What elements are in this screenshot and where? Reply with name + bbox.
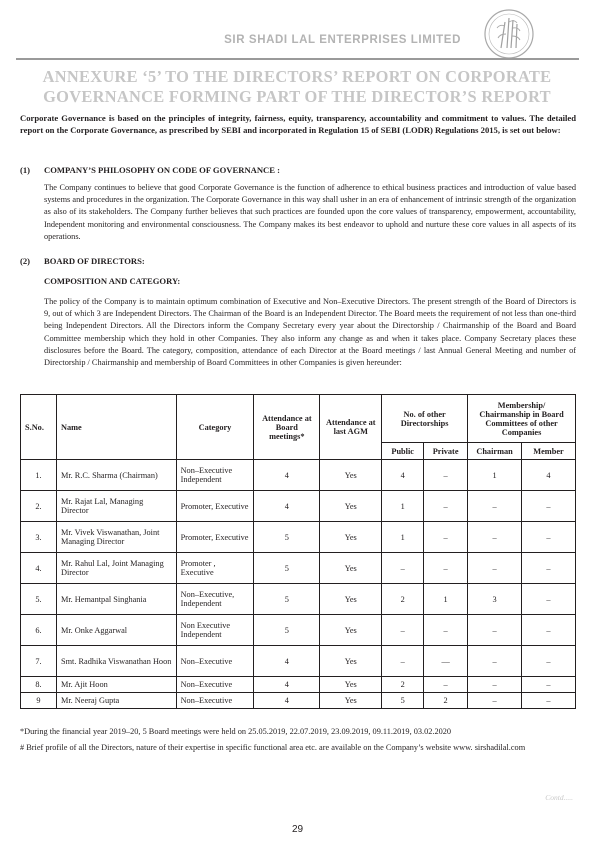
- row-public: 5: [382, 693, 424, 709]
- header-directorships: No. of other Directorships: [382, 395, 468, 443]
- row-board-attendance: 4: [254, 677, 320, 693]
- row-private: –: [424, 522, 468, 553]
- row-agm-attendance: Yes: [320, 615, 382, 646]
- row-public: 2: [382, 677, 424, 693]
- row-chairman: –: [468, 646, 522, 677]
- row-board-attendance: 4: [254, 491, 320, 522]
- row-agm-attendance: Yes: [320, 460, 382, 491]
- row-sno: 5.: [21, 584, 57, 615]
- row-public: 4: [382, 460, 424, 491]
- row-private: –: [424, 460, 468, 491]
- row-category: Non Executive Independent: [176, 615, 254, 646]
- row-member: –: [522, 553, 576, 584]
- row-agm-attendance: Yes: [320, 693, 382, 709]
- section-2-heading: [20, 256, 145, 266]
- row-public: –: [382, 553, 424, 584]
- intro-paragraph: Corporate Governance is based on the principles of integrity, fairness, equity, transparency, accountability and commitment to values. The detailed report on the Corporate Governance, as prescribed by SEBI and incorporated in Regulation 15 of SEBI (LODR) Regulations 2015, is set out below:: [20, 113, 576, 136]
- header-private: Private: [424, 443, 468, 460]
- table-row: [21, 491, 576, 522]
- row-member: –: [522, 646, 576, 677]
- row-chairman: –: [468, 522, 522, 553]
- table-row: [21, 584, 576, 615]
- row-board-attendance: 5: [254, 522, 320, 553]
- row-board-attendance: 5: [254, 615, 320, 646]
- row-private: –: [424, 553, 468, 584]
- header-public: Public: [382, 443, 424, 460]
- table-row: [21, 553, 576, 584]
- row-chairman: 3: [468, 584, 522, 615]
- row-name: Mr. Ajit Hoon: [56, 677, 176, 693]
- header-category: Category: [176, 395, 254, 460]
- row-private: 1: [424, 584, 468, 615]
- row-private: ––: [424, 646, 468, 677]
- header-name: Name: [56, 395, 176, 460]
- row-category: Promoter, Executive: [176, 491, 254, 522]
- company-logo-icon: [483, 8, 535, 60]
- row-name: Mr. Vivek Viswanathan, Joint Managing Director: [56, 522, 176, 553]
- row-agm-attendance: Yes: [320, 491, 382, 522]
- table-row: [21, 677, 576, 693]
- row-board-attendance: 5: [254, 553, 320, 584]
- table-row: [21, 522, 576, 553]
- header-member: Member: [522, 443, 576, 460]
- section-1-text: The Company continues to believe that good Corporate Governance is the function of adherence to ethical business practices and introduction of value based systems and procedures in the organization. The Corporate Governance in this way shall usher in an era of enhancement of intrinsic strength of the organization as also of its stakeholders. The Company further believes that such practices are founded upon the core values of transparency, empowerment, accountability, Independent monitoring and environmental consciousness. The Company makes its best endeavor to uphold and nurture these core values in all aspects of its operations.: [44, 183, 576, 241]
- row-chairman: –: [468, 677, 522, 693]
- row-category: Non–Executive: [176, 677, 254, 693]
- row-agm-attendance: Yes: [320, 677, 382, 693]
- row-name: Mr. Hemantpal Singhania: [56, 584, 176, 615]
- section-2-title: BOARD OF DIRECTORS:: [44, 256, 145, 266]
- row-sno: 4.: [21, 553, 57, 584]
- row-board-attendance: 4: [254, 646, 320, 677]
- table-row: [21, 693, 576, 709]
- row-category: Non–Executive Independent: [176, 460, 254, 491]
- row-chairman: –: [468, 553, 522, 584]
- row-agm-attendance: Yes: [320, 522, 382, 553]
- row-chairman: –: [468, 615, 522, 646]
- section-1-heading: [20, 165, 280, 175]
- row-name: Mr. Neeraj Gupta: [56, 693, 176, 709]
- row-chairman: 1: [468, 460, 522, 491]
- row-public: –: [382, 615, 424, 646]
- row-public: 1: [382, 491, 424, 522]
- row-category: Promoter , Executive: [176, 553, 254, 584]
- row-category: Promoter, Executive: [176, 522, 254, 553]
- row-private: 2: [424, 693, 468, 709]
- header-attendance-board: Attendance at Board meetings*: [254, 395, 320, 460]
- note-director-profile: # Brief profile of all the Directors, nature of their expertise in specific functional area etc. are available on the Company’s website www. sirshadilal.com: [20, 742, 526, 752]
- row-sno: 8.: [21, 677, 57, 693]
- table-row: [21, 646, 576, 677]
- table-row: [21, 615, 576, 646]
- row-private: –: [424, 677, 468, 693]
- row-member: –: [522, 491, 576, 522]
- table-row: [21, 460, 576, 491]
- row-member: –: [522, 584, 576, 615]
- row-member: –: [522, 693, 576, 709]
- row-board-attendance: 4: [254, 693, 320, 709]
- page-title: ANNEXURE ‘5’ TO THE DIRECTORS’ REPORT ON CORPORATE GOVERNANCE FORMING PART OF THE DIRECTOR’S REPORT: [42, 67, 552, 106]
- row-category: Non–Executive, Independent: [176, 584, 254, 615]
- section-2-subheading: COMPOSITION AND CATEGORY:: [44, 276, 181, 286]
- section-1-title: COMPANY’S PHILOSOPHY ON CODE OF GOVERNANCE :: [44, 165, 281, 175]
- row-sno: 9: [21, 693, 57, 709]
- directors-table-body: [21, 460, 576, 709]
- row-member: –: [522, 522, 576, 553]
- header-divider: [16, 58, 579, 60]
- row-public: 1: [382, 522, 424, 553]
- row-public: 2: [382, 584, 424, 615]
- row-public: –: [382, 646, 424, 677]
- note-board-meetings: *During the financial year 2019–20, 5 Board meetings were held on 25.05.2019, 22.07.2019, 23.09.2019, 09.11.2019, 03.02.2020: [20, 727, 452, 736]
- header-sno: S.No.: [21, 395, 57, 460]
- row-sno: 1.: [21, 460, 57, 491]
- row-member: –: [522, 677, 576, 693]
- row-name: Mr. Rahul Lal, Joint Managing Director: [56, 553, 176, 584]
- header-chairman: Chairman: [468, 443, 522, 460]
- row-sno: 3.: [21, 522, 57, 553]
- row-board-attendance: 5: [254, 584, 320, 615]
- header-membership: Membership/ Chairmanship in Board Committees of other Companies: [468, 395, 576, 443]
- row-member: 4: [522, 460, 576, 491]
- directors-table: [20, 394, 576, 709]
- row-category: Non–Executive: [176, 693, 254, 709]
- row-chairman: –: [468, 491, 522, 522]
- section-1-number: (1): [20, 165, 31, 175]
- row-sno: 7.: [21, 646, 57, 677]
- section-2-number: (2): [20, 256, 31, 266]
- section-2-text: The policy of the Company is to maintain optimum combination of Executive and Non–Executive Directors. The present strength of the Board of Directors is 9, out of which 3 are Independent Directors. The Chairman of the Board is an Independent Director. The Board meets the requirement of not less than one-third being Independent Directors. All the Directors inform the Company Secretary every year about the Directorship / Chairmanship of the Board and Board Committee membership which they hold in other Companies. They also inform any change as and when it takes place. Company Secretary places these disclosures before the Board. The category, composition, attendance of each Director at the Board meetings / last Annual General Meeting and number of Directorship / Chairmanship and membership of Board Committees in other Companies is given hereunder:: [44, 297, 576, 368]
- row-private: –: [424, 615, 468, 646]
- row-board-attendance: 4: [254, 460, 320, 491]
- table-notes: [20, 726, 576, 753]
- company-name: SIR SHADI LAL ENTERPRISES LIMITED: [224, 34, 461, 46]
- row-sno: 6.: [21, 615, 57, 646]
- continued-marker: Contd.....: [545, 793, 573, 802]
- row-name: Mr. Rajat Lal, Managing Director: [56, 491, 176, 522]
- row-agm-attendance: Yes: [320, 646, 382, 677]
- row-name: Mr. Onke Aggarwal: [56, 615, 176, 646]
- header-attendance-agm: Attendance at last AGM: [320, 395, 382, 460]
- row-name: Mr. R.C. Sharma (Chairman): [56, 460, 176, 491]
- row-name: Smt. Radhika Viswanathan Hoon: [56, 646, 176, 677]
- row-category: Non–Executive: [176, 646, 254, 677]
- page-number: 29: [291, 824, 304, 835]
- row-agm-attendance: Yes: [320, 553, 382, 584]
- row-private: –: [424, 491, 468, 522]
- row-member: –: [522, 615, 576, 646]
- row-chairman: –: [468, 693, 522, 709]
- row-agm-attendance: Yes: [320, 584, 382, 615]
- row-sno: 2.: [21, 491, 57, 522]
